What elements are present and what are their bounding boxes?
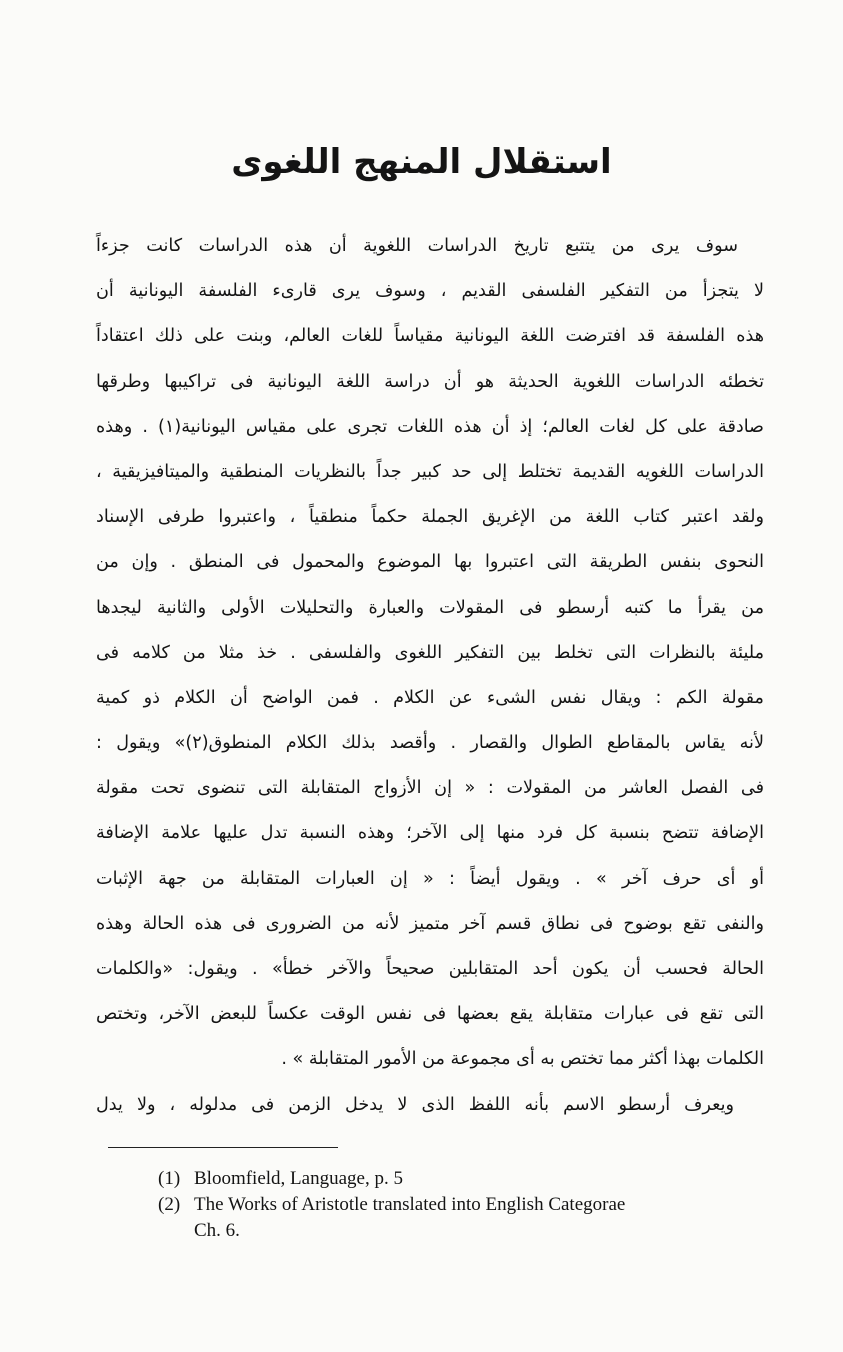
footnote-text: The Works of Aristotle translated into English Categorae (194, 1194, 626, 1215)
body-text (96, 224, 764, 1128)
text-line: تخطئه الدراسات اللغوية الحديثة هو أن دراسة اللغة اليونانية فى تراكيبها وطرقها (96, 371, 764, 392)
text-line: والنفى تقع بوضوح فى نطاق قسم آخر متميز لأنه من الضرورى فى هذه الحالة وهذه (96, 913, 764, 934)
text-line: الكلمات بهذا أكثر مما تختص به أى مجموعة من الأمور المتقابلة » . (281, 1049, 764, 1070)
footnotes (158, 1166, 778, 1244)
text-line: مقولة الكم : ويقال نفس الشىء عن الكلام . فمن الواضح أن الكلام ذو كمية (96, 687, 764, 708)
text-line: ويعرف أرسطو الاسم بأنه اللفظ الذى لا يدخل الزمن فى مدلوله ، ولا يدل (96, 1094, 734, 1115)
text-line: الحالة فحسب أن يكون أحد المتقابلين صحيحاً والآخر خطأ» . ويقول: «والكلمات (96, 959, 764, 979)
text-line: لا يتجزأ من التفكير الفلسفى القديم ، وسوف يرى قارىء الفلسفة اليونانية أن (96, 281, 764, 302)
footnote-1 (158, 1166, 778, 1192)
text-line: هذه الفلسفة قد افترضت اللغة اليونانية مقياساً للغات العالم، وبنت على ذلك اعتقاداً (96, 326, 764, 347)
text-line: التى تقع فى عبارات متقابلة يقع بعضها فى نفس الوقت عكساً للبعض الآخر، وتختص (96, 1004, 764, 1025)
chapter-title: استقلال المنهج اللغوى (231, 142, 612, 182)
text-line: مليئة بالنظرات التى تخلط بين التفكير اللغوى والفلسفى . خذ مثلا من كلامه فى (96, 642, 764, 663)
footnote-2 (158, 1192, 778, 1218)
text-line: سوف يرى من يتتبع تاريخ الدراسات اللغوية أن هذه الدراسات كانت جزءاً (96, 236, 738, 256)
footnote-divider (108, 1147, 338, 1148)
text-line: من يقرأ ما كتبه أرسطو فى المقولات والعبارة والتحليلات الأولى والثانية ليجدها (96, 597, 764, 618)
text-line: الدراسات اللغويه القديمة تختلط إلى حد كبير جداً بالنظريات المنطقية والميتافيزيقية ، (96, 461, 764, 482)
text-line: النحوى بنفس الطريقة التى اعتبروا بها الموضوع والمحمول فى المنطق . وإن من (96, 552, 764, 573)
text-line: ولقد اعتبر كتاب اللغة من الإغريق الجملة حكماً منطقياً ، واعتبروا طرفى الإسناد (96, 507, 764, 528)
text-line: الإضافة تتضح بنسبة كل فرد منها إلى الآخر؛ وهذه النسبة تدل عليها علامة الإضافة (96, 823, 764, 844)
footnote-continuation: Ch. 6. (194, 1220, 240, 1241)
footnote-number: (2) (158, 1194, 181, 1215)
text-line: أو أى حرف آخر » . ويقول أيضاً : « إن العبارات المتقابلة من جهة الإثبات (96, 868, 764, 889)
text-line: صادقة على كل لغات العالم؛ إذ أن هذه اللغات تجرى على مقياس اليونانية(١) . وهذه (96, 416, 764, 437)
text-line: لأنه يقاس بالمقاطع الطوال والقصار . وأقصد بذلك الكلام المنطوق(٢)» ويقول : (96, 733, 764, 754)
footnote-number: (1) (158, 1168, 181, 1189)
footnote-text: Bloomfield, Language, p. 5 (194, 1168, 403, 1189)
text-line: فى الفصل العاشر من المقولات : « إن الأزواج المتقابلة التى تنضوى تحت مقولة (96, 778, 764, 799)
